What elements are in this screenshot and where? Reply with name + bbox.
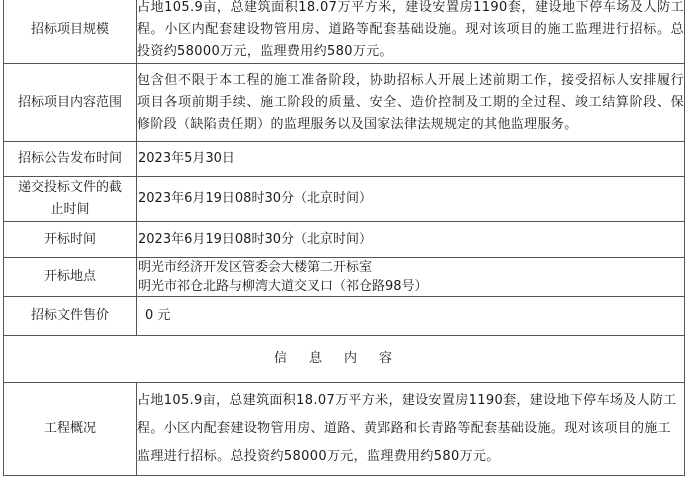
section-heading-info-content: 信息内容: [4, 336, 685, 383]
opening-place-value: [137, 258, 685, 297]
row-opening-time: [4, 222, 685, 258]
project-scope-value: 包含但不限于本工程的施工准备阶段，协助招标人开展上述前期工作，接受招标人安排履行项目各项前期手续、施工阶段的质量、安全、造价控制及工期的全过程、竣工结算阶段、保修阶段（缺陷责任期）的监理服务以及国家法律法规规定的其他监理服务。: [137, 64, 685, 142]
project-scope-label: 招标项目内容范围: [4, 64, 137, 142]
opening-place-line1: 明光市经济开发区管委会大楼第二开标室: [138, 260, 373, 275]
submission-deadline-label: [4, 177, 137, 222]
row-document-price: [4, 297, 685, 336]
project-scale-label: 招标项目规模: [4, 0, 137, 64]
opening-time-label: 开标时间: [4, 222, 137, 258]
project-scale-value: 占地105.9亩，总建筑面积18.07万平方米，建设安置房1190套，建设地下停车场及人防工程。小区内配套建设物管用房、道路等配套基础设施。现对该项目的施工监理进行招标。总投资约58000万元，监理费用约580万元。: [137, 0, 685, 64]
tender-info-table: [3, 0, 685, 476]
opening-time-value: 2023年6月19日08时30分（北京时间）: [137, 222, 685, 258]
row-opening-place: [4, 258, 685, 297]
submission-deadline-label-line1: 递交投标文件的截: [17, 180, 122, 195]
publish-date-value: 2023年5月30日: [137, 142, 685, 177]
document-price-value: 0 元: [137, 297, 685, 336]
row-publish-date: [4, 142, 685, 177]
row-submission-deadline: [4, 177, 685, 222]
document-price-label: 招标文件售价: [4, 297, 137, 336]
submission-deadline-value: 2023年6月19日08时30分（北京时间）: [137, 177, 685, 222]
row-project-overview: [4, 383, 685, 476]
project-overview-label: 工程概况: [4, 383, 137, 476]
opening-place-line2: 明光市祁仓北路与柳湾大道交叉口（祁仓路98号）: [138, 279, 428, 294]
row-project-scope: [4, 64, 685, 142]
row-section-heading: [4, 336, 685, 383]
publish-date-label: 招标公告发布时间: [4, 142, 137, 177]
submission-deadline-label-line2: 止时间: [50, 202, 90, 217]
project-overview-value: 占地105.9亩，总建筑面积18.07万平方米，建设安置房1190套，建设地下停车场及人防工程。小区内配套建设物管用房、道路、黄郢路和长青路等配套基础设施。现对该项目的施工监理进行招标。总投资约58000万元，监理费用约580万元。: [137, 383, 685, 476]
row-project-scale: [4, 0, 685, 64]
opening-place-label: 开标地点: [4, 258, 137, 297]
